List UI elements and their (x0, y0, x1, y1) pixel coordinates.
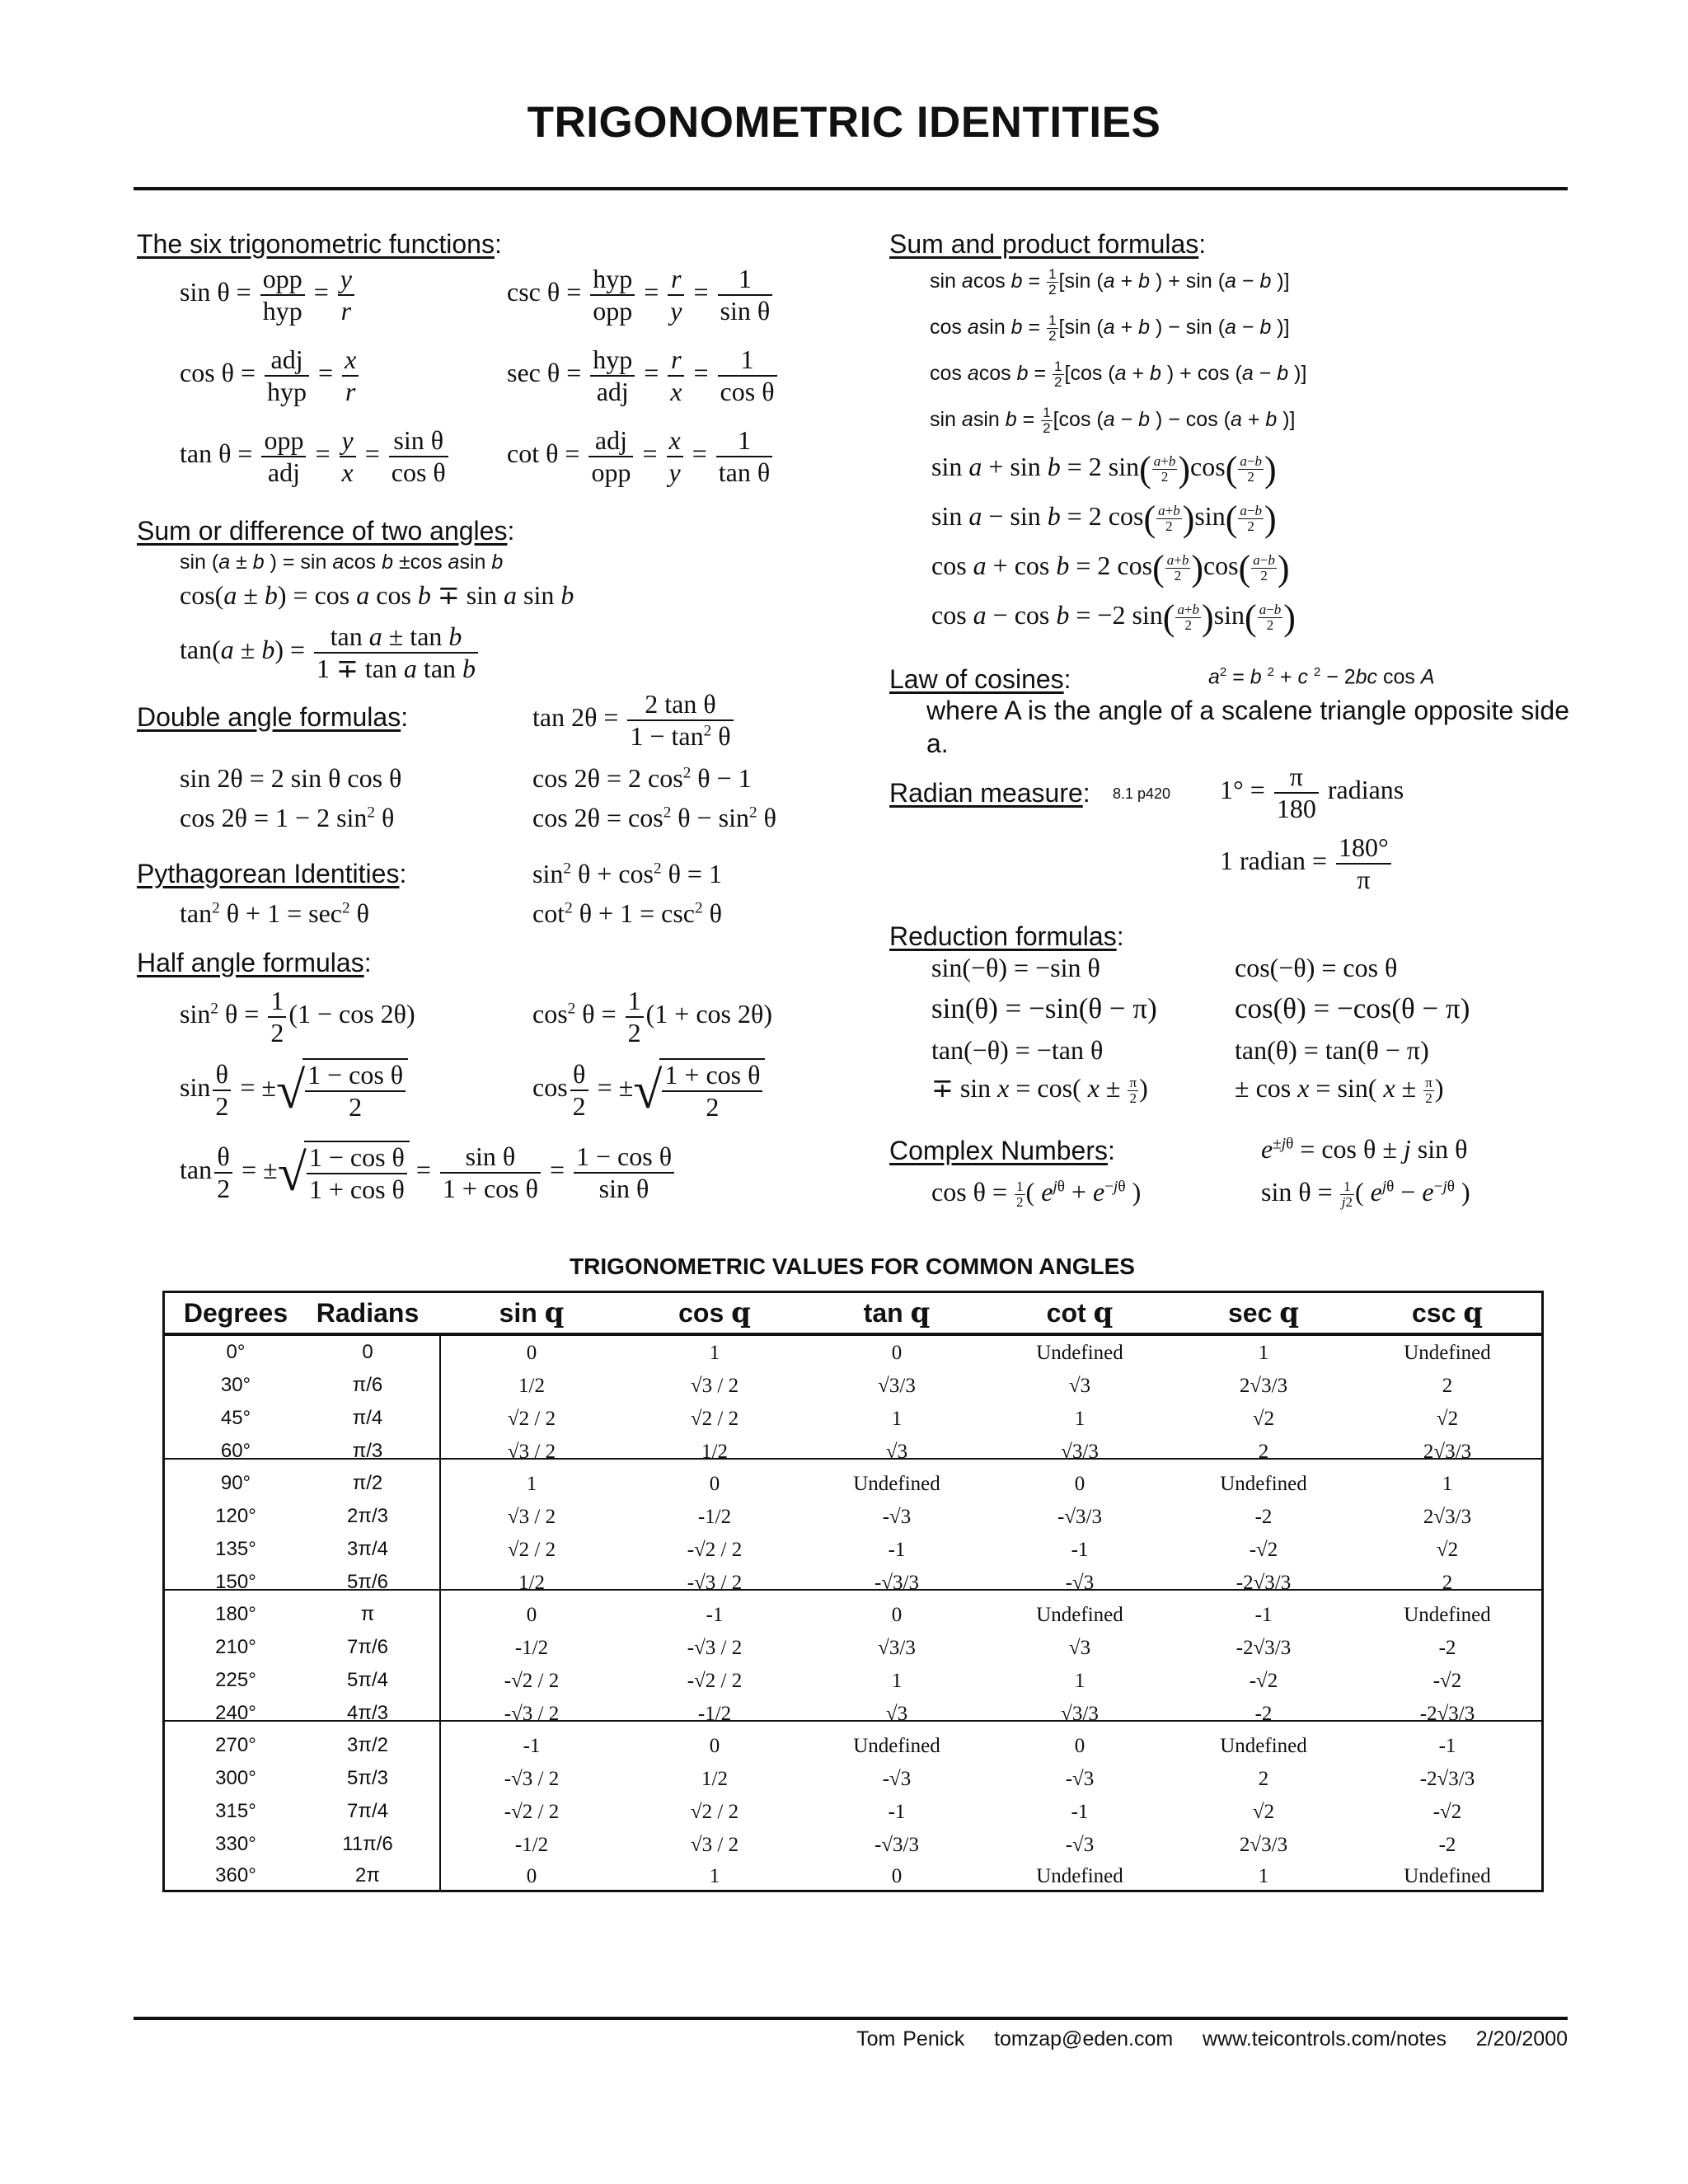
table-header-symbol: q (910, 1296, 931, 1329)
table-cell: -2√3/3 (1419, 1768, 1475, 1790)
table-title: TRIGONOMETRIC VALUES FOR COMMON ANGLES (570, 1254, 1135, 1279)
formula-sum-product-4: sin asin b = $\frac{1}{2}$ [cos (a − b ) − cos (a + b )] (930, 405, 1296, 436)
table-cell: √3 / 2 (690, 1375, 739, 1397)
table-cell: 60° (220, 1440, 251, 1462)
table-cell: 1/2 (518, 1572, 545, 1594)
table-cell: -2 (1438, 1637, 1456, 1659)
footer-author: Tom Penick (856, 2027, 965, 2050)
table-cell: -√2 (1432, 1670, 1462, 1692)
footer (856, 2027, 1568, 2051)
table-cell: 0 (1074, 1735, 1085, 1757)
table-cell: 1 (1442, 1473, 1453, 1495)
formula-tan: tan θ = opp adj = $\frac{y}{x}$ = $\frac{\text{sin θ}}{\text{cos θ}}$ (180, 425, 451, 488)
table-cell: √3 / 2 (507, 1441, 556, 1463)
table-header-2 (441, 1293, 622, 1333)
bottom-rule (134, 2017, 1568, 2020)
table-cell: 180° (215, 1603, 256, 1625)
formula-sum-product-1: sin acos b = $\frac{1}{2}$ [sin (a + b ) + sin (a − b )] (930, 266, 1290, 298)
formula-degree-radians: 1° = $\frac{\pi}{180}$ radians (1220, 762, 1404, 823)
table-header-label: csc (1411, 1298, 1456, 1328)
table-cell: 2 (1442, 1375, 1453, 1397)
table-cell: 11π/6 (342, 1833, 393, 1855)
table-cell: 2√3/3 (1239, 1834, 1288, 1856)
formula-csc: csc θ = hyp opp = $\frac{r}{y}$ = $\frac{1}{\text{sin θ}}$ (507, 264, 775, 326)
table-cell: 120° (215, 1505, 256, 1527)
table-cell: 2√3/3 (1423, 1441, 1472, 1463)
footer-date: 2/20/2000 (1475, 2027, 1568, 2050)
formula-tan-half: tan $\frac{\theta}{2}$ = ±√ $\frac{\text{1 − cos θ}}{\text{1 + cos θ}}$ = $\frac{\text{sin θ}}{\text{1 + cos θ}}$ = $\frac{\text{1 − cos θ}}{\text{sin θ}}$ (180, 1141, 677, 1205)
table-header-label: sec (1227, 1298, 1273, 1328)
formula-sum-product-2: cos asin b = $\frac{1}{2}$ [sin (a + b ) − sin (a − b )] (930, 312, 1290, 344)
table-cell: -√2 (1432, 1801, 1462, 1823)
table-cell: Undefined (853, 1473, 940, 1495)
formula-sum-to-product-4: cos a − cos b = −2 sin( $\frac{a+b}{2}$ )sin( $\frac{a-b}{2}$ ) (931, 598, 1296, 639)
top-rule (134, 187, 1568, 190)
table-cell: -1 (706, 1604, 724, 1626)
formula-tan-double: tan 2θ = $\frac{\text{2 tan θ}}{1 - \tan^2 \theta}$ (532, 689, 736, 752)
table-cell: Undefined (1404, 1342, 1491, 1364)
table-cell: 0 (891, 1604, 903, 1626)
formula-cos-half: cos $\frac{\theta}{2}$ = ±√ $\frac{\text{1 + cos θ}}{2}$ (532, 1058, 765, 1122)
formula-reduction-6: tan(θ) = tan(θ − π) (1235, 1035, 1429, 1065)
heading-radian: Radian measure: (889, 778, 1090, 808)
table-cell: 210° (215, 1636, 256, 1658)
footer-website: www.teicontrols.com/notes (1203, 2027, 1447, 2050)
table-header-rule (165, 1333, 1541, 1336)
formula-sum-to-product-1: sin a + sin b = 2 sin( $\frac{a+b}{2}$ )cos( $\frac{a-b}{2}$ ) (931, 449, 1277, 490)
formula-reduction-7: ∓ sin x = cos( x ± $\frac{\pi}{2}$ ) (931, 1073, 1148, 1107)
heading-reduction: Reduction formulas: (889, 921, 1124, 951)
table-cell: -√3 (1065, 1768, 1095, 1790)
table-cell: 45° (220, 1407, 251, 1429)
formula-cos-double-a: cos 2θ = 2 $\cos^2 \theta - 1$ (532, 763, 752, 793)
table-cell: -√3 (1065, 1572, 1095, 1594)
table-cell: 1/2 (701, 1441, 728, 1463)
table-cell: 315° (215, 1800, 256, 1822)
formula-pyth-a: $\sin^2 \theta + \cos^2 \theta = 1$ (532, 859, 722, 888)
table-cell: 225° (215, 1669, 256, 1691)
table-cell: 135° (215, 1538, 256, 1560)
formula-reduction-5: tan(−θ) = −tan θ (931, 1035, 1104, 1065)
table-header-label: Radians (316, 1298, 420, 1328)
table-cell: 0 (891, 1865, 903, 1887)
table-cell: -2 (1254, 1703, 1273, 1725)
trig-values-table (162, 1291, 1544, 1892)
table-cell: -√2 / 2 (504, 1670, 560, 1692)
table-cell: √2 / 2 (507, 1408, 556, 1430)
formula-euler: $e^{\pm j\theta} = \cos \theta \pm j$ sin θ (1261, 1134, 1468, 1164)
formula-cos-double-b: cos 2θ = 1 − 2 $\sin^2 \theta$ (180, 803, 395, 832)
table-cell: 2 (1258, 1441, 1269, 1463)
footer-email: tomzap@eden.com (994, 2027, 1174, 2050)
heading-double-angle: Double angle formulas: (137, 702, 409, 732)
table-cell: -√3/3 (874, 1572, 919, 1594)
table-cell: -√3 (882, 1506, 912, 1528)
table-header-symbol: q (1279, 1296, 1300, 1329)
table-cell: -√3 / 2 (687, 1637, 743, 1659)
table-cell: 2√3/3 (1239, 1375, 1288, 1397)
formula-reduction-4: cos(θ) = −cos(θ − π) (1235, 992, 1470, 1024)
table-cell: 7π/4 (347, 1800, 388, 1822)
table-cell: 150° (215, 1571, 256, 1593)
table-cell: √2 / 2 (690, 1408, 739, 1430)
table-cell: 1 (1258, 1342, 1269, 1364)
table-cell: π/6 (352, 1374, 383, 1396)
table-cell: 1 (709, 1342, 720, 1364)
table-header-label: tan (863, 1298, 903, 1328)
table-cell: -√3/3 (1057, 1506, 1102, 1528)
heading-six-functions: The six trigonometric functions: (137, 229, 502, 259)
table-cell: π/4 (352, 1407, 383, 1429)
table-cell: √3 (885, 1441, 908, 1463)
formula-cot: cot θ = adj opp = $\frac{x}{y}$ = $\frac{1}{\text{tan θ}}$ (507, 425, 775, 488)
table-header-4 (806, 1293, 987, 1333)
table-cell: 1 (891, 1670, 903, 1692)
table-cell: Undefined (853, 1735, 940, 1757)
formula-reduction-1: sin(−θ) = −sin θ (931, 953, 1100, 982)
table-cell: √3 (885, 1703, 908, 1725)
table-cell: -√2 (1249, 1670, 1278, 1692)
table-group-rule (165, 1720, 1541, 1722)
table-cell: 1 (1074, 1670, 1085, 1692)
table-cell: -1/2 (514, 1834, 549, 1856)
table-cell: 0 (1074, 1473, 1085, 1495)
heading-complex: Complex Numbers: (889, 1136, 1115, 1165)
table-cell: 0 (362, 1341, 373, 1363)
table-cell: Undefined (1036, 1604, 1123, 1626)
table-cell: -√3 / 2 (687, 1572, 743, 1594)
table-cell: -√3 (1065, 1834, 1095, 1856)
table-cell: -1 (1071, 1539, 1089, 1561)
table-cell: -1 (1071, 1801, 1089, 1823)
formula-reduction-3: sin(θ) = −sin(θ − π) (931, 992, 1157, 1024)
formula-pyth-c: $\cot^2 \theta + 1 = \csc^2 \theta$ (532, 898, 722, 928)
table-cell: √2 (1252, 1408, 1275, 1430)
heading-pythagorean: Pythagorean Identities: (137, 859, 407, 888)
table-cell: -√3 (882, 1768, 912, 1790)
table-cell: 360° (215, 1864, 256, 1886)
table-cell: √3 (1068, 1375, 1091, 1397)
table-header-3 (624, 1293, 805, 1333)
table-cell: 5π/4 (347, 1669, 388, 1691)
table-cell: 0° (226, 1341, 246, 1363)
table-cell: √3 (1068, 1637, 1091, 1659)
table-group-rule (165, 1589, 1541, 1591)
table-cell: 5π/6 (347, 1571, 388, 1593)
table-cell: 0 (526, 1865, 537, 1887)
formula-cos-sq-half: $\cos^2 \theta$ = $\frac{1}{2}$ (1 + cos 2θ) (532, 986, 772, 1047)
formula-pyth-b: $\tan^2 \theta + 1 = \sec^2 \theta$ (180, 898, 369, 928)
table-cell: 0 (891, 1342, 903, 1364)
table-cell: Undefined (1036, 1865, 1123, 1887)
table-cell: -1/2 (697, 1506, 732, 1528)
heading-law-cosines: Law of cosines: (889, 664, 1071, 694)
table-cell: -√3 / 2 (504, 1703, 560, 1725)
table-cell: 1 (709, 1865, 720, 1887)
radian-reference: 8.1 p420 (1113, 785, 1171, 802)
table-cell: √3/3 (878, 1375, 916, 1397)
table-cell: -√2 / 2 (687, 1539, 743, 1561)
table-cell: 2√3/3 (1423, 1506, 1472, 1528)
table-cell: 300° (215, 1767, 256, 1789)
formula-sum-to-product-2: sin a − sin b = 2 cos( $\frac{a+b}{2}$ )sin( $\frac{a-b}{2}$ ) (931, 499, 1277, 540)
table-cell: π/3 (352, 1440, 383, 1462)
page-title: TRIGONOMETRIC IDENTITIES (527, 98, 1161, 147)
table-cell: -2 (1254, 1506, 1273, 1528)
table-cell: 0 (526, 1342, 537, 1364)
formula-sum-product-3: cos acos b = $\frac{1}{2}$ [cos (a + b ) + cos (a − b )] (930, 359, 1307, 390)
table-cell: √3 / 2 (507, 1506, 556, 1528)
table-header-7 (1357, 1293, 1538, 1333)
table-cell: 90° (220, 1472, 251, 1494)
table-cell: 330° (215, 1833, 256, 1855)
table-cell: 7π/6 (347, 1636, 388, 1658)
table-cell: √3 / 2 (690, 1834, 739, 1856)
formula-complex-cos: cos θ = $\frac{1}{2}$ ( $e^{j\theta} + e^{-j\theta}$ ) (931, 1177, 1142, 1211)
formula-sin-sum: sin (a ± b ) = sin acos b ±cos asin b (180, 551, 504, 574)
table-cell: √3/3 (1061, 1441, 1099, 1463)
formula-complex-sin: sin θ = $\frac{1}{j2}$ ( $e^{j\theta} - e^{-j\theta}$ ) (1261, 1177, 1470, 1211)
heading-half-angle: Half angle formulas: (137, 948, 372, 977)
table-cell: -√2 / 2 (504, 1801, 560, 1823)
table-cell: -1 (1438, 1735, 1456, 1757)
table-header-label: Degrees (183, 1298, 288, 1328)
table-cell: π/2 (352, 1472, 383, 1494)
table-header-0 (166, 1293, 306, 1333)
formula-reduction-2: cos(−θ) = cos θ (1235, 953, 1398, 982)
formula-sin-half: sin $\frac{\theta}{2}$ = ±√ $\frac{\text{1 − cos θ}}{2}$ (180, 1058, 408, 1122)
table-cell: -1 (888, 1539, 906, 1561)
table-cell: 0 (526, 1604, 537, 1626)
heading-sum-product: Sum and product formulas: (889, 229, 1207, 259)
table-cell: 3π/2 (347, 1734, 388, 1756)
table-cell: 5π/3 (347, 1767, 388, 1789)
table-header-5 (989, 1293, 1170, 1333)
table-cell: √2 / 2 (690, 1801, 739, 1823)
table-cell: 2π/3 (347, 1505, 388, 1527)
table-header-label: cos (678, 1298, 724, 1328)
table-cell: 4π/3 (347, 1702, 388, 1724)
formula-sin: sin θ = opp hyp = $\frac{y}{r}$ (180, 264, 357, 326)
table-cell: √2 / 2 (507, 1539, 556, 1561)
table-cell: √2 (1436, 1408, 1459, 1430)
table-cell: -1/2 (514, 1637, 549, 1659)
formula-reduction-8: ± cos x = sin( x ± $\frac{\pi}{2}$ ) (1235, 1073, 1444, 1107)
table-header-symbol: q (1463, 1296, 1484, 1329)
table-cell: 2π (355, 1864, 380, 1886)
table-cell: Undefined (1036, 1342, 1123, 1364)
table-header-label: sin (499, 1298, 537, 1328)
table-cell: π (360, 1603, 375, 1625)
formula-radian-degrees: 1 radian = $\frac{180^\circ}{\pi}$ (1220, 832, 1394, 895)
law-cosines-note: where A is the angle of a scalene triangle opposite side a. (926, 696, 1569, 758)
formula-cos-sum: cos(a ± b) = cos a cos b ∓ sin a sin b (180, 580, 574, 610)
table-group-rule (165, 1458, 1541, 1460)
table-cell: 240° (215, 1702, 256, 1724)
table-cell: -1 (523, 1735, 541, 1757)
formula-cos-double-c: $\cos 2\theta = \cos^2 \theta - \sin^2 \theta$ (532, 803, 776, 832)
table-cell: 3π/4 (347, 1538, 388, 1560)
table-header-1 (298, 1293, 438, 1333)
table-cell: 2 (1258, 1768, 1269, 1790)
table-cell: 1 (1258, 1865, 1269, 1887)
table-header-symbol: q (731, 1296, 751, 1329)
table-cell: -2√3/3 (1419, 1703, 1475, 1725)
formula-cos: cos θ = adj hyp = $\frac{x}{r}$ (180, 344, 361, 407)
table-cell: 270° (215, 1734, 256, 1756)
table-cell: √2 (1252, 1801, 1275, 1823)
table-cell: Undefined (1404, 1604, 1491, 1626)
table-cell: -1 (888, 1801, 906, 1823)
table-cell: 0 (709, 1735, 720, 1757)
table-cell: 1/2 (701, 1768, 728, 1790)
formula-sec: sec θ = hyp adj = $\frac{r}{x}$ = $\frac{1}{\text{cos θ}}$ (507, 344, 780, 407)
table-cell: √2 (1436, 1539, 1459, 1561)
table-header-symbol: q (1093, 1296, 1114, 1329)
table-cell: 1 (891, 1408, 903, 1430)
table-header-6 (1173, 1293, 1354, 1333)
heading-sum-difference: Sum or difference of two angles: (137, 516, 515, 546)
formula-tan-sum: tan(a ± b) = $\frac{\text{tan a ± tan b}}{\text{1 ∓ tan a tan b}}$ (180, 621, 481, 684)
formula-law-cosines: $a^2 = b$ $^2$ + c $^2$ − 2bc cos A (1208, 665, 1435, 689)
table-cell: √3/3 (878, 1637, 916, 1659)
table-cell: -1 (1254, 1604, 1273, 1626)
table-header-label: cot (1046, 1298, 1086, 1328)
formula-sum-to-product-3: cos a + cos b = 2 cos( $\frac{a+b}{2}$ )cos( $\frac{a-b}{2}$ ) (931, 548, 1290, 589)
formula-sin-sq-half: $\sin^2 \theta$ = $\frac{1}{2}$ (1 − cos 2θ) (180, 986, 415, 1047)
table-cell: 1 (1074, 1408, 1085, 1430)
table-cell: -1/2 (697, 1703, 732, 1725)
table-cell: 1 (526, 1473, 537, 1495)
table-cell: -√2 / 2 (687, 1670, 743, 1692)
table-cell: 1/2 (518, 1375, 545, 1397)
formula-sin-double: sin 2θ = 2 sin θ cos θ (180, 763, 402, 793)
table-cell: 30° (220, 1374, 251, 1396)
table-cell: -√3/3 (874, 1834, 919, 1856)
table-header-symbol: q (544, 1296, 565, 1329)
table-cell: -2 (1438, 1834, 1456, 1856)
table-cell: Undefined (1220, 1473, 1307, 1495)
table-cell: 0 (709, 1473, 720, 1495)
table-cell: -2√3/3 (1236, 1637, 1292, 1659)
table-cell: Undefined (1404, 1865, 1491, 1887)
table-cell: 2 (1442, 1572, 1453, 1594)
table-cell: √3/3 (1061, 1703, 1099, 1725)
table-cell: -2√3/3 (1236, 1572, 1292, 1594)
table-cell: Undefined (1220, 1735, 1307, 1757)
table-cell: -√2 (1249, 1539, 1278, 1561)
table-cell: -√3 / 2 (504, 1768, 560, 1790)
